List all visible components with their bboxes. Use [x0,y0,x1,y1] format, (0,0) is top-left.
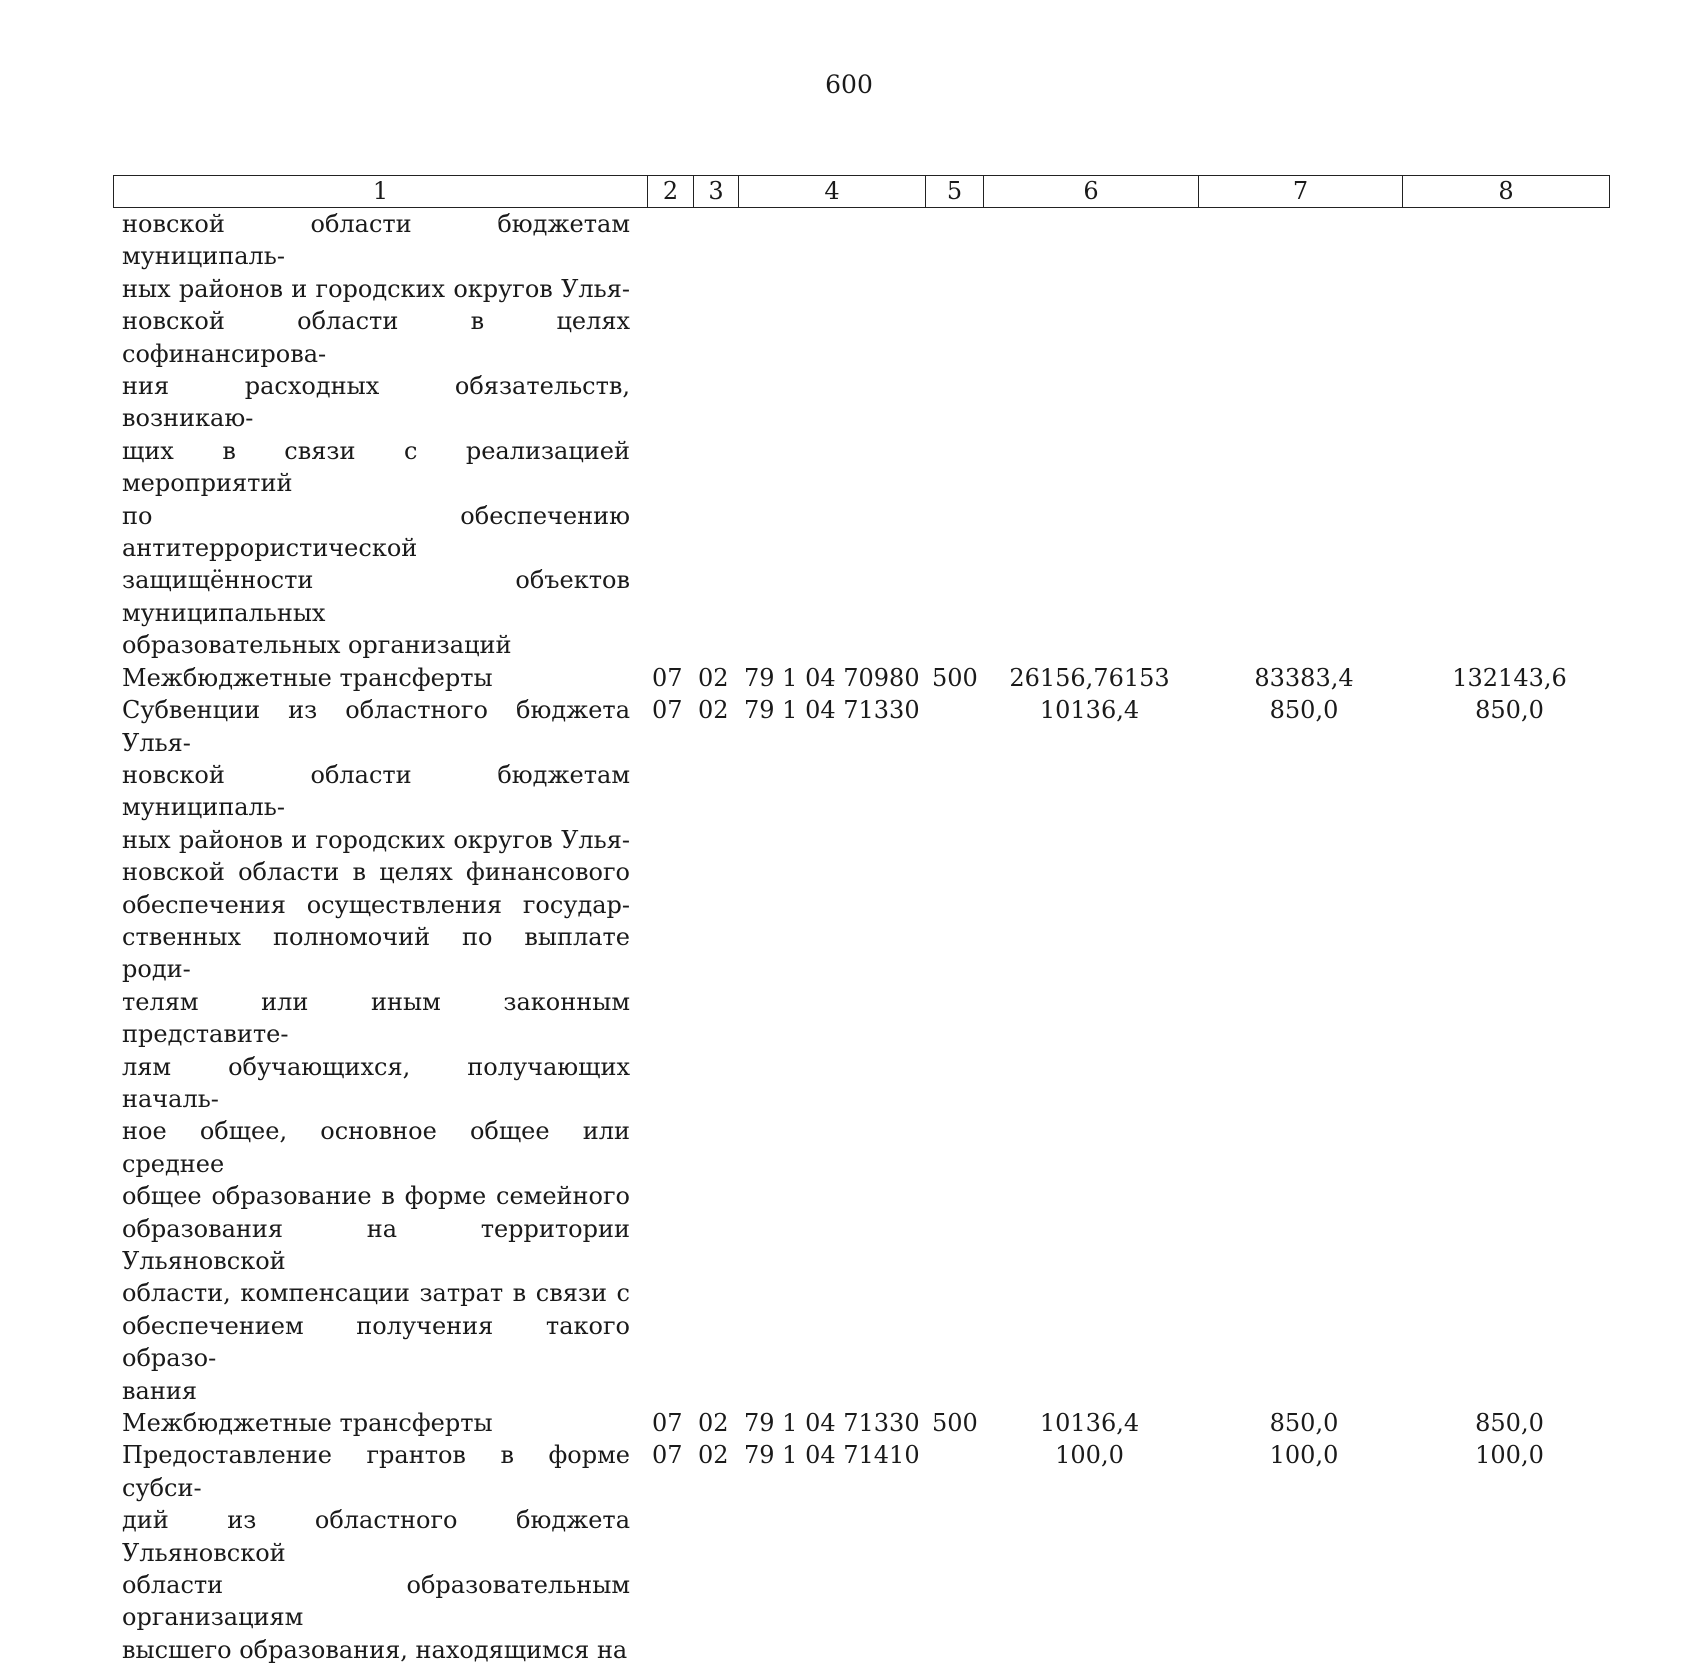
table-row [122,662,1602,694]
table-row [122,1407,1602,1439]
description-line: ния расходных обязательств, возникаю- [122,372,630,433]
amount-col-8: 132143,6 [1452,663,1567,692]
expense-type-code: 500 [932,663,978,692]
description-line: щих в связи с реализацией мероприятий [122,436,630,498]
description-line: телям или иным законным представите- [122,987,630,1049]
description-line: общее образование в форме семейного [122,1182,630,1211]
section-code: 07 [652,663,683,692]
description-line: обеспечением получения такого образо- [122,1311,630,1373]
description-line: лям обучающихся, получающих началь- [122,1052,630,1113]
description-line: защищённости объектов муниципальных [122,566,630,627]
subsection-code: 02 [698,1441,729,1470]
description-line: Межбюджетные трансферты [122,1409,493,1438]
section-code: 07 [652,696,683,725]
description-line: ных районов и городских округов Улья- [122,825,630,854]
section-code: 07 [652,1409,683,1438]
description-line: обеспечения осуществления государ- [122,890,630,919]
description-line: образовательных организаций [122,631,512,660]
amount-col-8: 850,0 [1475,696,1544,725]
description-line: Субвенции из областного бюджета Улья- [122,696,630,757]
description-line: новской области бюджетам муниципаль- [122,760,630,822]
description-line: образования на территории Ульяновской [122,1214,630,1275]
header-col-8: 8 [1402,176,1609,207]
amount-col-7: 850,0 [1269,696,1339,725]
subsection-code: 02 [698,1409,729,1438]
page-number: 600 [825,70,873,99]
description-line: высшего образования, находящимся на [122,1635,628,1664]
table-row [122,694,1602,1407]
amount-col-6: 100,0 [1055,1441,1124,1470]
row-description [122,662,630,694]
row-description [122,1439,630,1666]
expense-type-code: 500 [932,1409,978,1438]
table-body [122,208,1602,1666]
description-line: новской области в целях софинансирова- [122,307,630,368]
amount-col-8: 100,0 [1475,1441,1544,1470]
description-line: области образовательным организациям [122,1571,630,1632]
header-col-4: 4 [738,176,925,207]
target-article-code: 79 1 04 71330 [744,1409,920,1438]
amount-col-7: 100,0 [1269,1441,1339,1470]
target-article-code: 79 1 04 71330 [744,696,920,725]
subsection-code: 02 [698,696,729,725]
amount-col-6: 10136,4 [1039,696,1140,725]
description-line: дий из областного бюджета Ульяновской [122,1506,630,1567]
target-article-code: 79 1 04 70980 [744,663,920,692]
description-line: новской области бюджетам муниципаль- [122,210,630,271]
header-col-7: 7 [1198,176,1402,207]
description-line: ное общее, основное общее или среднее [122,1117,630,1178]
header-col-6: 6 [983,176,1198,207]
table-header [113,175,1610,208]
description-line: области, компенсации затрат в связи с [122,1279,630,1308]
description-line: ных районов и городских округов Улья- [122,274,630,303]
description-line: Межбюджетные трансферты [122,663,493,692]
description-line: по обеспечению антитеррористической [122,501,630,563]
description-line: ственных полномочий по выплате роди- [122,922,630,984]
amount-col-8: 850,0 [1475,1409,1544,1438]
row-description [122,694,630,1407]
section-code: 07 [652,1441,683,1470]
description-line: вания [122,1376,197,1405]
description-line: новской области в целях финансового [122,858,630,887]
header-col-5: 5 [925,176,983,207]
target-article-code: 79 1 04 71410 [744,1441,920,1470]
amount-col-6: 26156,76153 [1009,663,1170,692]
row-description [122,208,630,662]
amount-col-7: 83383,4 [1254,663,1354,692]
row-description [122,1407,630,1439]
amount-col-7: 850,0 [1269,1409,1339,1438]
header-col-2: 2 [647,176,693,207]
table-row [122,1439,1602,1666]
header-col-1: 1 [372,177,389,205]
table-row [122,208,1602,662]
header-col-3: 3 [693,176,738,207]
amount-col-6: 10136,4 [1039,1409,1140,1438]
description-line: Предоставление грантов в форме субси- [122,1441,630,1502]
subsection-code: 02 [698,663,729,692]
